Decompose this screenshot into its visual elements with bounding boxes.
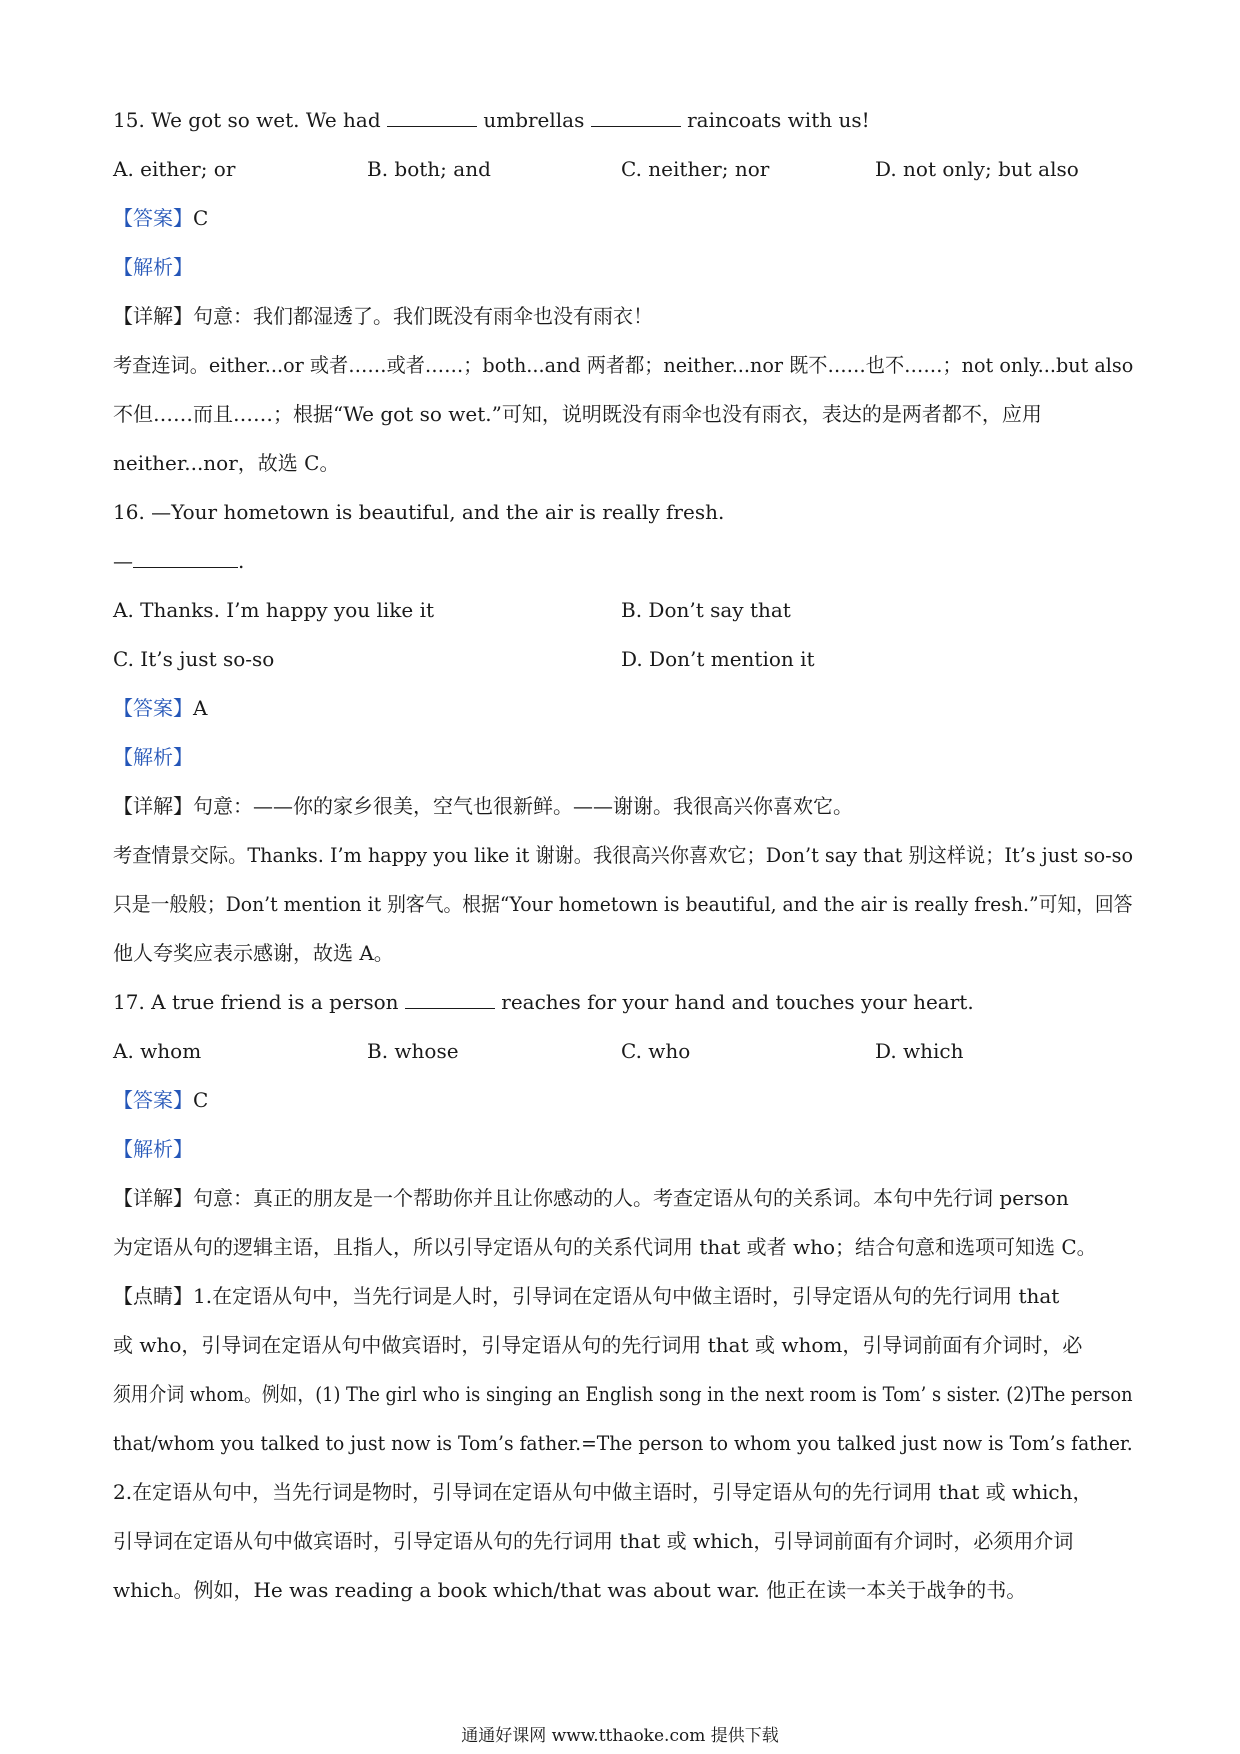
q17-tip-line-4: that/whom you talked to just now is Tom’s father.=The person to whom you talked just now is Tom’s father. <box>113 1431 1133 1455</box>
answer-tag: 【答案】 <box>113 206 193 230</box>
q16-detail: 【详解】句意：——你的家乡很美，空气也很新鲜。——谢谢。我很高兴你喜欢它。 <box>113 794 853 818</box>
q15-analysis-heading: 【解析】 <box>113 255 193 279</box>
q17-answer <box>113 1086 1133 1114</box>
q16-analysis-heading: 【解析】 <box>113 745 193 769</box>
q15-option-c: C. neither; nor <box>621 157 770 181</box>
q15-option-d: D. not only; but also <box>875 157 1079 181</box>
q16-explain-line-1: 考查情景交际。Thanks. I’m happy you like it 谢谢。我很高兴你喜欢它；Don’t say that 别这样说；It’s just so-so <box>113 843 1134 867</box>
q15-option-b: B. both; and <box>367 157 491 181</box>
q16-stem: 16. —Your hometown is beautiful, and the air is really fresh. <box>113 500 725 524</box>
q17-tip-line-5: 2.在定语从句中，当先行词是物时，引导词在定语从句中做主语时，引导定语从句的先行词用 that 或 which， <box>113 1480 1093 1504</box>
page-footer: 通通好课网 www.tthaoke.com 提供下载 <box>461 1726 779 1746</box>
q15-explain-line-3: neither...nor，故选 C。 <box>113 451 340 475</box>
q17-option-d: D. which <box>875 1039 964 1063</box>
answer-value: A <box>193 696 208 720</box>
q16-reply: — . <box>113 549 245 573</box>
q16-option-b: B. Don’t say that <box>621 598 791 622</box>
q15-stem: 15. We got so wet. We had umbrellas raincoats with us! <box>113 108 870 132</box>
q15-explain-line-1: 考查连词。either...or 或者……或者……；both...and 两者都；neither...nor 既不……也不……；not only...but also <box>113 353 1134 377</box>
q15-option-a: A. either; or <box>113 157 236 181</box>
answer-blank <box>387 106 477 127</box>
q17-tip-line-6: 引导词在定语从句中做宾语时，引导定语从句的先行词用 that 或 which，引导词前面有介词时，必须用介词 <box>113 1529 1074 1553</box>
q17-option-a: A. whom <box>113 1039 202 1063</box>
answer-tag: 【答案】 <box>113 1088 193 1112</box>
detail-tag: 【详解】 <box>113 1186 193 1210</box>
detail-tag: 【详解】 <box>113 304 193 328</box>
q17-option-c: C. who <box>621 1039 691 1063</box>
q17-tip-line-2: 或 who，引导词在定语从句中做宾语时，引导定语从句的先行词用 that 或 whom，引导词前面有介词时，必 <box>113 1333 1083 1357</box>
answer-blank <box>591 106 681 127</box>
q16-option-d: D. Don’t mention it <box>621 647 815 671</box>
q17-detail: 【详解】句意：真正的朋友是一个帮助你并且让你感动的人。考查定语从句的关系词。本句中先行词 person <box>113 1186 1069 1210</box>
q17-stem: 17. A true friend is a person reaches for your hand and touches your heart. <box>113 990 974 1014</box>
tip-tag: 【点睛】 <box>113 1284 193 1308</box>
q17-detail-line-2: 为定语从句的逻辑主语，且指人，所以引导定语从句的关系代词用 that 或者 who；结合句意和选项可知选 C。 <box>113 1235 1097 1259</box>
answer-blank <box>405 988 495 1009</box>
q16-option-c: C. It’s just so-so <box>113 647 275 671</box>
q16-option-a: A. Thanks. I’m happy you like it <box>113 598 435 622</box>
detail-tag: 【详解】 <box>113 794 193 818</box>
q15-explain-line-2: 不但……而且……；根据“We got so wet.”可知，说明既没有雨伞也没有雨衣，表达的是两者都不，应用 <box>113 402 1042 426</box>
q16-answer <box>113 694 1133 722</box>
q17-tip-line-3: 须用介词 whom。例如，(1) The girl who is singing an English song in the next room is Tom’ s sister. (2)The person <box>113 1382 1133 1406</box>
q16-explain-line-2: 只是一般般；Don’t mention it 别客气。根据“Your hometown is beautiful, and the air is really fresh.”可知，回答 <box>113 892 1133 916</box>
q17-tip-line-7: which。例如，He was reading a book which/that was about war. 他正在读一本关于战争的书。 <box>113 1578 1027 1602</box>
answer-value: C <box>193 206 209 230</box>
answer-tag: 【答案】 <box>113 696 193 720</box>
q15-answer <box>113 204 1133 232</box>
q17-analysis-heading: 【解析】 <box>113 1137 193 1161</box>
q17-tip: 【点睛】1.在定语从句中，当先行词是人时，引导词在定语从句中做主语时，引导定语从句的先行词用 that <box>113 1284 1060 1308</box>
q16-explain-line-3: 他人夸奖应表示感谢，故选 A。 <box>113 941 394 965</box>
answer-blank <box>133 547 238 568</box>
q17-option-b: B. whose <box>367 1039 459 1063</box>
answer-value: C <box>193 1088 209 1112</box>
q15-detail: 【详解】句意：我们都湿透了。我们既没有雨伞也没有雨衣！ <box>113 304 653 328</box>
